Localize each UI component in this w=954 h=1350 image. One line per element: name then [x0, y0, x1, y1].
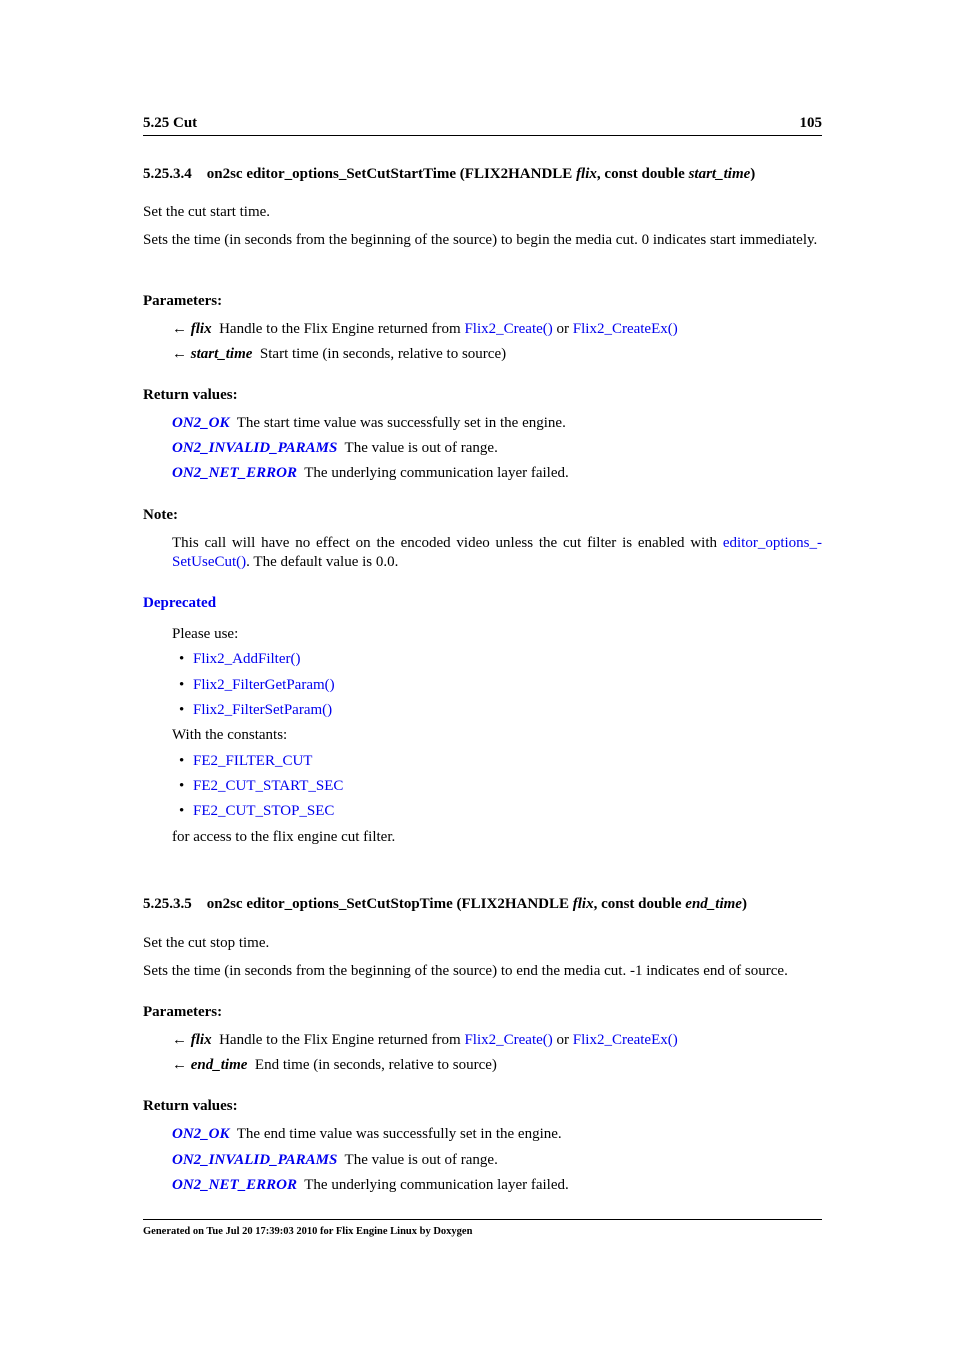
signature-prefix: on2sc editor_options_SetCutStopTime (FLIX2HANDLE [206, 896, 573, 912]
signature-mid: , const double [596, 166, 689, 182]
param-item [172, 1031, 678, 1050]
retval-desc: The value is out of range. [344, 1152, 498, 1168]
return-values-label: Return values: [143, 387, 238, 403]
retval-item [172, 1125, 562, 1144]
param-name: flix [190, 1032, 212, 1048]
retval-item [172, 1151, 498, 1170]
param-desc: End time (in seconds, relative to source) [254, 1057, 497, 1073]
section-number: 5.25.3.5 [143, 896, 192, 912]
signature-arg: flix [572, 896, 594, 912]
link-on2-ok[interactable]: ON2_OK [172, 415, 230, 431]
note-post: . The default value is 0.0. [246, 554, 399, 570]
access-text: for access to the flix engine cut filter. [172, 829, 396, 845]
param-item [172, 345, 506, 364]
link-on2-ok[interactable]: ON2_OK [172, 1126, 230, 1142]
note-label: Note: [143, 507, 178, 523]
link-flix2-createex[interactable]: Flix2_CreateEx() [572, 321, 678, 337]
link-on2-net-error[interactable]: ON2_NET_ERROR [172, 1177, 298, 1193]
param-item [172, 320, 678, 339]
param-item [172, 1056, 497, 1075]
link-flix2-filtersetparam[interactable]: • Flix2_FilterSetParam() [193, 701, 332, 720]
param-name: flix [190, 321, 212, 337]
link-on2-net-error[interactable]: ON2_NET_ERROR [172, 465, 298, 481]
section-heading-setcutstoptime [143, 894, 747, 914]
retval-item [172, 464, 569, 483]
link-flix2-create[interactable]: Flix2_Create() [464, 321, 553, 337]
signature-arg: start_time [688, 166, 751, 182]
param-name: end_time [190, 1057, 248, 1073]
note-pre: This call will have no effect on the encoded video unless the cut filter is enabled with [172, 535, 723, 551]
link-fe2-cut-start-sec[interactable]: • FE2_CUT_START_SEC [193, 777, 343, 796]
deprecated-link[interactable]: Deprecated [143, 595, 217, 611]
signature-mid: , const double [593, 896, 686, 912]
retval-desc: The value is out of range. [344, 440, 498, 456]
link-fe2-filter-cut[interactable]: • FE2_FILTER_CUT [193, 752, 312, 771]
section-number: 5.25.3.4 [143, 166, 192, 182]
retval-desc: The start time value was successfully set in the engine. [236, 415, 566, 431]
link-flix2-addfilter[interactable]: • Flix2_AddFilter() [193, 650, 301, 669]
signature-prefix: on2sc editor_options_SetCutStartTime (FLIX2HANDLE [206, 166, 577, 182]
link-fe2-cut-stop-sec[interactable]: • FE2_CUT_STOP_SEC [193, 802, 334, 821]
detailed-description: Sets the time (in seconds from the beginning of the source) to end the media cut. -1 indicates end of source. [143, 963, 788, 979]
param-desc: Start time (in seconds, relative to source) [259, 346, 507, 362]
retval-item [172, 414, 566, 433]
retval-item [172, 439, 498, 458]
detailed-description: Sets the time (in seconds from the beginning of the source) to begin the media cut. 0 indicates start immediately. [143, 232, 818, 248]
signature-suffix: ) [750, 166, 756, 182]
please-use-text: Please use: [172, 626, 239, 642]
parameters-label: Parameters: [143, 1004, 223, 1020]
signature-arg: flix [576, 166, 597, 182]
input-arrow-icon: ← [172, 321, 187, 337]
input-arrow-icon: ← [172, 346, 187, 362]
note-text [172, 534, 822, 572]
return-values-label: Return values: [143, 1098, 238, 1114]
header-rule [143, 135, 822, 136]
footer-text: Generated on Tue Jul 20 17:39:03 2010 for Flix Engine Linux by Doxygen [143, 1226, 473, 1237]
link-flix2-create[interactable]: Flix2_Create() [464, 1032, 553, 1048]
with-constants-text: With the constants: [172, 727, 288, 743]
signature-suffix: ) [741, 896, 747, 912]
parameters-label: Parameters: [143, 293, 223, 309]
page-number: 105 [799, 115, 822, 131]
link-setusecut-part1[interactable]: editor_options_- [722, 535, 822, 551]
link-flix2-createex[interactable]: Flix2_CreateEx() [572, 1032, 678, 1048]
input-arrow-icon: ← [172, 1057, 187, 1073]
running-header-section: 5.25 Cut [143, 115, 198, 131]
link-on2-invalid-params[interactable]: ON2_INVALID_PARAMS [172, 440, 338, 456]
brief-description: Set the cut start time. [143, 204, 271, 220]
retval-item [172, 1176, 569, 1195]
param-desc: Handle to the Flix Engine returned from [219, 321, 465, 337]
link-flix2-filtergetparam[interactable]: • Flix2_FilterGetParam() [193, 676, 335, 695]
retval-desc: The end time value was successfully set in the engine. [236, 1126, 562, 1142]
retval-desc: The underlying communication layer failed. [304, 465, 569, 481]
param-or: or [552, 321, 573, 337]
param-or: or [552, 1032, 573, 1048]
footer-rule [143, 1219, 822, 1220]
signature-arg: end_time [685, 896, 742, 912]
input-arrow-icon: ← [172, 1032, 187, 1048]
brief-description: Set the cut stop time. [143, 935, 270, 951]
param-desc: Handle to the Flix Engine returned from [219, 1032, 465, 1048]
section-heading-setcutstarttime [143, 164, 755, 184]
link-setusecut-part2[interactable]: SetUseCut() [172, 554, 247, 570]
retval-desc: The underlying communication layer failed. [304, 1177, 569, 1193]
link-on2-invalid-params[interactable]: ON2_INVALID_PARAMS [172, 1152, 338, 1168]
param-name: start_time [190, 346, 253, 362]
